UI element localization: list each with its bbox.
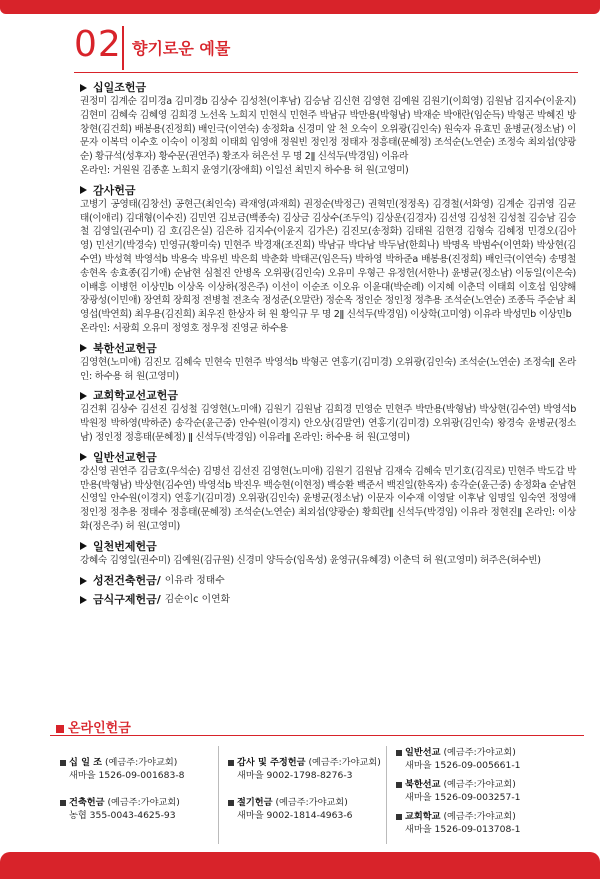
section-thanks [80,183,576,336]
section-tithe [80,80,576,178]
section-church-school-mission [80,388,576,444]
triangle-bullet-icon [80,344,87,352]
online-giving-header [50,716,584,736]
section-building [80,573,576,589]
section-title: 교회학교선교헌금 [93,389,179,403]
section-title: 성전건축헌금/ [93,573,161,587]
section-names: 김영현(노미애) 김진모 김혜숙 민현숙 민현주 박영석b 박형곤 연홍기(김미경) 오위광(김인숙) 조석순(노연순) 조정숙ǁ 온라인: 하수용 허 원(고영미) [80,356,576,382]
account-number: 새마을 1526-09-013708-1 [405,824,521,835]
section-title: 금식구제헌금/ [93,592,161,606]
top-decorative-bar [0,0,600,14]
header-underline [74,72,578,73]
section-names: 김순이c 이연화 [164,593,231,605]
section-general-mission [80,450,576,534]
triangle-bullet-icon [80,186,87,194]
section-title: 일반선교헌금 [93,450,157,464]
square-bullet-icon [396,782,402,788]
square-bullet-icon [60,760,66,766]
section-fasting-relief [80,592,576,608]
section-names: 강신영 권연주 김금호(우석순) 김명선 김선진 김영현(노미애) 김원기 김원남 김재숙 김혜숙 민기호(김직로) 민현주 박도갑 박만용(박형남) 박상현(김수연) 박영석b 박진우 백승현(이현정) 백승환 백준서 백진일(한옥자) 송각순(윤근중) 송정화a 순남현 신영일 안수원(이경지) 연홍기(김미경) 오위광(김인숙) 윤병균(정소남) 이문자 이수재 이영달 이후남 임명일 임숙연 정영애 정인정 정추용 정태수 정흥태(문혜정) 조석순(노연순) 최외섭(양광순) 황희란ǁ 신석두(박경임) 이유라 정현진ǁ 온라인: 이상화(정은주) 허 원(고영미) [80,465,576,532]
section-names: 권정미 김계순 김미경a 김미경b 김상수 김성천(이후남) 김승남 김신현 김영현 김예원 김원기(이희영) 김원남 김지수(이윤지) 김현미 김혜숙 김혜영 김희경 노선옥 노희지 민현식 민현주 박남규 박만용(박형남) 박재순 박애란(임순득) 박형곤 박혜진 방창현(김건희) 배봉용(진정희) 배인극(이연숙) 송정화a 신경미 알 천 오숙이 오위광(김인숙) 원숙자 유효민 윤병균(정소남) 이문자 이복덕 이수호 이숙이 이정희 이태희 임영애 정원빈 정인정 정태자 정흥태(문혜정) 조석순(노연순) 조정숙 최외섭(양광순) 황규석(성후자) 황수문(권연주) 황조자 허은선 무 명 2ǁ 신석두(박경임) 이유라 [80,96,576,163]
triangle-bullet-icon [80,453,87,461]
triangle-bullet-icon [80,577,87,585]
section-online: 온라인: 서광희 오유미 정영호 정우정 진영균 하수용 [80,322,288,334]
square-bullet-icon [396,750,402,756]
triangle-bullet-icon [80,542,87,550]
section-number: 02 [74,24,122,65]
account-north-korea-mission: 북한선교 (예금주:가야교회) 새마을 1526-09-003257-1 [396,778,520,804]
offering-list [80,80,576,611]
page-title: 향기로운 예물 [132,39,231,58]
section-north-korea-mission [80,341,576,384]
account-season: 절기헌금 (예금주:가야교회) 새마을 9002-1814-4963-6 [228,796,352,822]
square-bullet-icon [56,725,64,733]
account-building: 건축헌금 (예금주:가야교회) 농협 355-0043-4625-93 [60,796,180,822]
section-thousand-offering [80,539,576,568]
section-names: 강혜숙 김영일(권수미) 김예원(김규원) 신경미 양득승(임옥성) 윤영규(유혜경) 이춘덕 허 원(고영미) 허주은(허수빈) [80,554,541,566]
square-bullet-icon [396,814,402,820]
section-title: 일천번제헌금 [93,539,157,553]
triangle-bullet-icon [80,84,87,92]
section-names: 이유라 정태수 [164,574,225,586]
section-names: 김건휘 김상수 김선진 김성철 김영현(노미애) 김원기 김원남 김희경 민영순 민현주 박만용(박형남) 박상현(김수연) 박영석b 박원정 박하영(박하준) 송각순(윤근중) 안수원(이경지) 안오상(김말연) 연홍기(김미경) 오위광(김인숙) 왕경숙 윤병균(정소남) 정인정 정흥태(문혜정) ǁ 신석두(박경임) 이유라ǁ 온라인: 하수용 허 원(고영미) [80,404,576,443]
section-title: 북한선교헌금 [93,341,157,355]
square-bullet-icon [228,760,234,766]
account-general-mission: 일반선교 (예금주:가야교회) 새마을 1526-09-005661-1 [396,746,520,772]
page-header [0,14,600,74]
square-bullet-icon [60,800,66,806]
column-divider [218,746,219,844]
account-number: 새마을 9002-1798-8276-3 [237,770,353,781]
section-names: 고병기 공영태(김창선) 공현근(최인숙) 곽재영(과재희) 권정순(박정근) 권혁민(정정옥) 김경철(서화영) 김계순 김귀영 김균태(이애리) 김대형(이수진) 김민연 김보금(백종숙) 김상금 김상수(조두익) 김상운(김경자) 김선영 김성천 김성철 김승남 김승철 김영일(권수미) 김 호(김은실) 김은하 김지수(이윤지 김가은) 김진모(송정화) 김태원 김현경 김형숙 김혜정 민경오(김아영) 민선기(박경숙) 민영규(황미숙) 민현주 박경재(조진희) 박남규 박다남 박두남(한희나) 박명옥 박범수(이연화) 박상현(김수연) 박성혁 박영석b 박용숙 박유빈 박은희 박춘화 박태곤(임은득) 박하영 박하준a 배봉용(진정희) 배인극(이연숙) 송명철 송현옥 송효종(김기애) 순남현 심철진 안병옥 오위광(김인숙) 오유미 우형근 유정헌(서한나) 윤병균(정소남) 이동일(이은숙) 이배흥 이병헌 이상민b 이상옥 이상하(정은주) 이선이 이순조 이오유 이윤대(박순례) 이지혜 이춘덕 이태희 이호섭 임양해 장광성(이민애) 장연희 장희정 전병철 전초숙 정성준(오말란) 정순옥 정인순 정인정 정추용 조석순(노연순) 조종득 주순남 최영섭(박연희) 최우용(김진희) 최우진 한상자 허 원 황익규 무 명 2ǁ 신석두(박경임) 이상학(고미영) 이유라 박성민b 이상민b [80,198,576,321]
column-divider [386,746,387,844]
square-bullet-icon [228,800,234,806]
triangle-bullet-icon [80,596,87,604]
section-title: 십일조헌금 [93,81,147,94]
account-number: 새마을 1526-09-005661-1 [405,760,521,771]
section-title: 감사헌금 [93,183,136,197]
account-number: 새마을 9002-1814-4963-6 [237,810,353,821]
account-number: 농협 355-0043-4625-93 [69,810,176,821]
account-church-school: 교회학교 (예금주:가야교회) 새마을 1526-09-013708-1 [396,810,520,836]
account-tithe: 십 일 조 (예금주:가야교회) 새마을 1526-09-001683-8 [60,756,184,782]
online-giving-box [50,716,584,844]
bottom-decorative-bar [0,852,600,879]
header-divider [122,26,124,70]
triangle-bullet-icon [80,392,87,400]
account-number: 새마을 1526-09-003257-1 [405,792,521,803]
online-giving-title: 온라인헌금 [68,721,131,736]
account-thanks: 감사 및 주정헌금 (예금주:가야교회) 새마을 9002-1798-8276-3 [228,756,381,782]
account-number: 새마을 1526-09-001683-8 [69,770,185,781]
section-online: 온라인: 거원원 김종훈 노희지 윤영기(장애희) 이일선 최민지 하수용 허 원(고영미) [80,164,409,176]
